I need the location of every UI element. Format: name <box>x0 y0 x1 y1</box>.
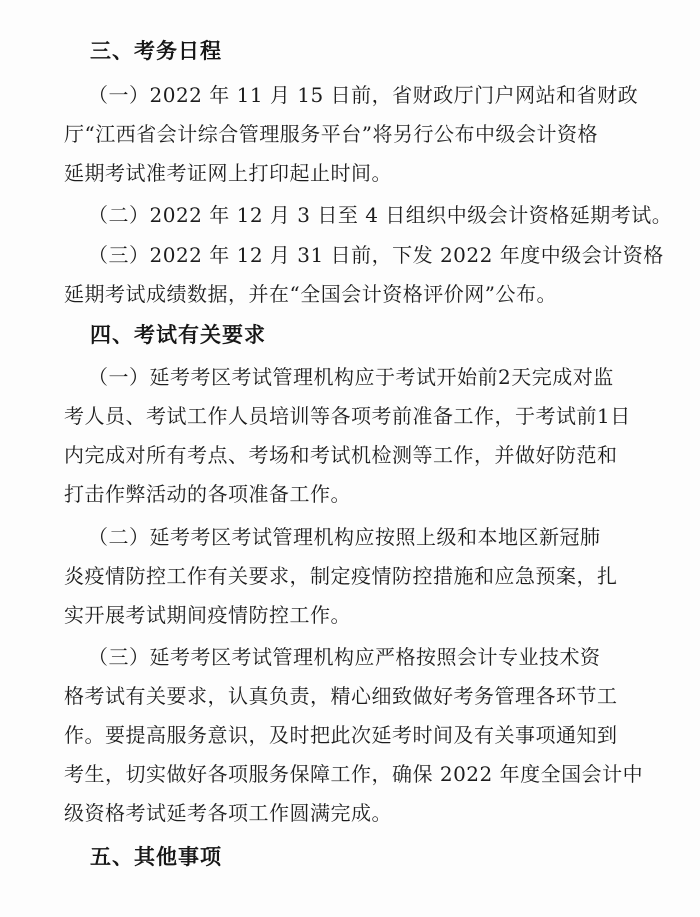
paragraph-line: 打击作弊活动的各项准备工作。 <box>64 482 351 506</box>
paragraph-line: 考生，切实做好各项服务保障工作，确保 2022 年度全国会计中 <box>64 762 644 786</box>
paragraph-line: 实开展考试期间疫情防控工作。 <box>64 603 351 627</box>
paragraph-line: （二）2022 年 12 月 3 日至 4 日组织中级会计资格延期考试。 <box>88 203 673 227</box>
paragraph-line: （二）延考考区考试管理机构应按照上级和本地区新冠肺 <box>88 525 601 549</box>
paragraph-line: （三）延考考区考试管理机构应严格按照会计专业技术资 <box>88 645 601 669</box>
section-heading-others: 五、其他事项 <box>90 845 222 869</box>
paragraph-line: 作。要提高服务意识，及时把此次延考时间及有关事项通知到 <box>64 723 618 747</box>
section-heading-requirements: 四、考试有关要求 <box>90 323 266 347</box>
paragraph-line: （一）2022 年 11 月 15 日前，省财政厅门户网站和省财政 <box>88 83 639 107</box>
paragraph-line: 级资格考试延考各项工作圆满完成。 <box>64 801 392 825</box>
paragraph-line: 考人员、考试工作人员培训等各项考前准备工作，于考试前1日 <box>64 404 631 428</box>
paragraph-line: （一）延考考区考试管理机构应于考试开始前2天完成对监 <box>88 365 614 389</box>
paragraph-line: 厅“江西省会计综合管理服务平台”将另行公布中级会计资格 <box>64 122 598 146</box>
paragraph-line: 格考试有关要求，认真负责，精心细致做好考务管理各环节工 <box>64 684 618 708</box>
paragraph-line: 炎疫情防控工作有关要求，制定疫情防控措施和应急预案，扎 <box>64 564 618 588</box>
paragraph-line: （三）2022 年 12 月 31 日前，下发 2022 年度中级会计资格 <box>88 243 664 267</box>
paragraph-line: 延期考试准考证网上打印起止时间。 <box>64 161 392 185</box>
paragraph-line: 延期考试成绩数据，并在“全国会计资格评价网”公布。 <box>64 282 557 306</box>
section-heading-schedule: 三、考务日程 <box>90 39 222 63</box>
paragraph-line: 内完成对所有考点、考场和考试机检测等工作，并做好防范和 <box>64 443 618 467</box>
